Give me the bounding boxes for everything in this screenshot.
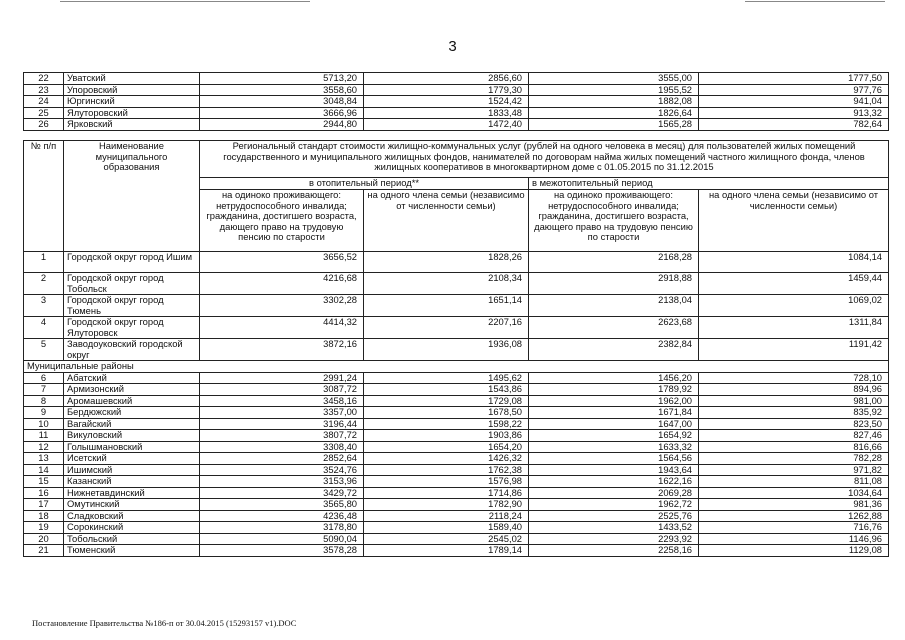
row-member-nonheating: 816,66 (699, 441, 889, 453)
row-member-nonheating: 1191,42 (699, 339, 889, 361)
row-number: 22 (24, 73, 64, 85)
row-number: 26 (24, 119, 64, 131)
row-single-heating: 3565,80 (200, 499, 364, 511)
row-member-nonheating: 1777,50 (699, 73, 889, 85)
table-row (24, 464, 889, 476)
row-member-nonheating: 1262,88 (699, 510, 889, 522)
row-member-nonheating: 981,36 (699, 499, 889, 511)
row-member-nonheating: 827,46 (699, 430, 889, 442)
row-member-nonheating: 894,96 (699, 384, 889, 396)
row-member-heating: 1828,26 (364, 252, 529, 273)
header-member-nonheating: на одного члена семьи (независимо от численности семьи) (699, 190, 889, 252)
row-member-heating: 2856,60 (364, 73, 529, 85)
row-member-heating: 1789,14 (364, 545, 529, 557)
row-single-nonheating: 2293,92 (529, 533, 699, 545)
row-single-nonheating: 1962,00 (529, 395, 699, 407)
row-single-nonheating: 3555,00 (529, 73, 699, 85)
row-member-nonheating: 1069,02 (699, 295, 889, 317)
row-member-nonheating: 716,76 (699, 522, 889, 534)
header-name: Наименование муниципального образования (64, 141, 200, 252)
table-row (24, 384, 889, 396)
row-member-heating: 1651,14 (364, 295, 529, 317)
row-single-heating: 3153,96 (200, 476, 364, 488)
row-member-heating: 1903,86 (364, 430, 529, 442)
row-member-heating: 1598,22 (364, 418, 529, 430)
row-member-heating: 1762,38 (364, 464, 529, 476)
row-name: Вагайский (64, 418, 200, 430)
row-name: Казанский (64, 476, 200, 488)
section-row (24, 361, 889, 373)
row-name: Юргинский (64, 96, 200, 108)
row-single-nonheating: 2918,88 (529, 273, 699, 295)
row-single-nonheating: 1789,92 (529, 384, 699, 396)
row-single-heating: 4414,32 (200, 317, 364, 339)
row-member-heating: 1779,30 (364, 84, 529, 96)
row-single-nonheating: 1826,64 (529, 107, 699, 119)
row-number: 6 (24, 372, 64, 384)
row-member-nonheating: 977,76 (699, 84, 889, 96)
row-single-heating: 3048,84 (200, 96, 364, 108)
row-member-nonheating: 981,00 (699, 395, 889, 407)
row-member-nonheating: 782,28 (699, 453, 889, 465)
row-number: 15 (24, 476, 64, 488)
row-name: Голышмановский (64, 441, 200, 453)
row-number: 4 (24, 317, 64, 339)
row-name: Аромашевский (64, 395, 200, 407)
page-number: 3 (448, 38, 457, 55)
header-single-heating: на одиноко проживающего: нетрудоспособного инвалида; гражданина, достигшего возраста, дающего право на трудовую пенсию по старости (200, 190, 364, 252)
row-single-nonheating: 1654,92 (529, 430, 699, 442)
row-single-heating: 4216,68 (200, 273, 364, 295)
table-row (24, 96, 889, 108)
row-single-heating: 3578,28 (200, 545, 364, 557)
row-member-heating: 1426,32 (364, 453, 529, 465)
row-name: Уватский (64, 73, 200, 85)
row-single-nonheating: 2138,04 (529, 295, 699, 317)
row-single-nonheating: 1564,56 (529, 453, 699, 465)
row-single-heating: 3302,28 (200, 295, 364, 317)
table-row (24, 395, 889, 407)
main-table-body (24, 252, 889, 557)
row-member-heating: 1714,86 (364, 487, 529, 499)
row-name: Омутинский (64, 499, 200, 511)
row-member-nonheating: 1129,08 (699, 545, 889, 557)
row-name: Заводоуковский городской округ (64, 339, 200, 361)
row-member-nonheating: 1084,14 (699, 252, 889, 273)
row-member-heating: 1576,98 (364, 476, 529, 488)
row-single-heating: 3558,60 (200, 84, 364, 96)
row-single-heating: 3087,72 (200, 384, 364, 396)
row-number: 7 (24, 384, 64, 396)
top-table-body (24, 73, 889, 131)
row-member-heating: 1495,62 (364, 372, 529, 384)
row-member-nonheating: 941,04 (699, 96, 889, 108)
row-single-heating: 3196,44 (200, 418, 364, 430)
row-number: 5 (24, 339, 64, 361)
table-row (24, 453, 889, 465)
table-row (24, 418, 889, 430)
row-name: Городской округ город Тобольск (64, 273, 200, 295)
row-single-heating: 5713,20 (200, 73, 364, 85)
row-member-nonheating: 971,82 (699, 464, 889, 476)
row-single-heating: 3308,40 (200, 441, 364, 453)
row-single-nonheating: 1622,16 (529, 476, 699, 488)
table-row (24, 119, 889, 131)
row-member-heating: 1472,40 (364, 119, 529, 131)
row-number: 19 (24, 522, 64, 534)
row-number: 24 (24, 96, 64, 108)
section-label: Муниципальные районы (24, 361, 889, 373)
table-row (24, 476, 889, 488)
row-single-nonheating: 1962,72 (529, 499, 699, 511)
row-number: 16 (24, 487, 64, 499)
table-row (24, 522, 889, 534)
row-name: Нижнетавдинский (64, 487, 200, 499)
row-number: 8 (24, 395, 64, 407)
table-row (24, 339, 889, 361)
row-name: Исетский (64, 453, 200, 465)
row-member-nonheating: 1311,84 (699, 317, 889, 339)
table-row (24, 499, 889, 511)
row-name: Тюменский (64, 545, 200, 557)
row-name: Городской округ город Ялуторовск (64, 317, 200, 339)
row-number: 2 (24, 273, 64, 295)
row-number: 23 (24, 84, 64, 96)
row-single-nonheating: 1943,64 (529, 464, 699, 476)
row-single-heating: 2944,80 (200, 119, 364, 131)
row-single-heating: 2991,24 (200, 372, 364, 384)
table-row (24, 545, 889, 557)
row-name: Ишимский (64, 464, 200, 476)
row-single-nonheating: 1955,52 (529, 84, 699, 96)
table-row (24, 510, 889, 522)
row-name: Упоровский (64, 84, 200, 96)
table-row (24, 252, 889, 273)
row-number: 10 (24, 418, 64, 430)
row-number: 12 (24, 441, 64, 453)
row-single-nonheating: 1456,20 (529, 372, 699, 384)
row-single-nonheating: 2168,28 (529, 252, 699, 273)
row-number: 1 (24, 252, 64, 273)
header-title: Региональный стандарт стоимости жилищно-коммунальных услуг (рублей на одного человека в месяц) для пользователей жилых помещений государственного и муниципального жилищных фондов, нанимателей по договорам найма жилых помещений частного жилищного фонда, членов жилищных кооперативов в многоквартирном доме с 01.05.2015 по 31.12.2015 (200, 141, 889, 178)
row-member-heating: 2207,16 (364, 317, 529, 339)
row-single-nonheating: 1433,52 (529, 522, 699, 534)
page-top-rule-left (60, 1, 310, 2)
row-member-heating: 1833,48 (364, 107, 529, 119)
row-member-nonheating: 1146,96 (699, 533, 889, 545)
table-row (24, 73, 889, 85)
row-name: Ярковский (64, 119, 200, 131)
row-single-heating: 3872,16 (200, 339, 364, 361)
row-number: 25 (24, 107, 64, 119)
table-row (24, 273, 889, 295)
row-number: 9 (24, 407, 64, 419)
row-member-nonheating: 811,08 (699, 476, 889, 488)
row-member-heating: 1654,20 (364, 441, 529, 453)
row-member-heating: 2545,02 (364, 533, 529, 545)
row-single-heating: 3524,76 (200, 464, 364, 476)
row-single-nonheating: 1882,08 (529, 96, 699, 108)
table-row (24, 407, 889, 419)
row-single-heating: 3458,16 (200, 395, 364, 407)
row-single-heating: 2852,64 (200, 453, 364, 465)
header-heating-period: в отопительный период** (200, 178, 529, 190)
row-single-heating: 5090,04 (200, 533, 364, 545)
row-single-heating: 3357,00 (200, 407, 364, 419)
table-row (24, 487, 889, 499)
row-number: 13 (24, 453, 64, 465)
row-name: Викуловский (64, 430, 200, 442)
row-number: 11 (24, 430, 64, 442)
row-number: 14 (24, 464, 64, 476)
row-single-nonheating: 2525,76 (529, 510, 699, 522)
row-member-heating: 1729,08 (364, 395, 529, 407)
row-single-nonheating: 2258,16 (529, 545, 699, 557)
row-member-nonheating: 1459,44 (699, 273, 889, 295)
row-single-heating: 3429,72 (200, 487, 364, 499)
row-name: Тобольский (64, 533, 200, 545)
table-row (24, 372, 889, 384)
row-member-heating: 1543,86 (364, 384, 529, 396)
row-name: Абатский (64, 372, 200, 384)
footer-note: Постановление Правительства №186-п от 30.04.2015 (15293157 v1).DOC (32, 618, 297, 628)
row-number: 18 (24, 510, 64, 522)
table-row (24, 84, 889, 96)
row-member-heating: 1524,42 (364, 96, 529, 108)
row-member-nonheating: 835,92 (699, 407, 889, 419)
row-single-heating: 3666,96 (200, 107, 364, 119)
row-member-heating: 2118,24 (364, 510, 529, 522)
header-nonheating-period: в межотопительный период (529, 178, 889, 190)
row-member-nonheating: 913,32 (699, 107, 889, 119)
row-number: 21 (24, 545, 64, 557)
row-member-nonheating: 1034,64 (699, 487, 889, 499)
table-row (24, 441, 889, 453)
table-row (24, 533, 889, 545)
row-member-nonheating: 823,50 (699, 418, 889, 430)
row-single-heating: 3656,52 (200, 252, 364, 273)
row-single-nonheating: 2069,28 (529, 487, 699, 499)
row-single-heating: 3807,72 (200, 430, 364, 442)
row-name: Городской округ город Ишим (64, 252, 200, 273)
row-name: Сорокинский (64, 522, 200, 534)
row-single-nonheating: 2382,84 (529, 339, 699, 361)
row-member-heating: 1936,08 (364, 339, 529, 361)
main-table (23, 140, 889, 557)
row-name: Армизонский (64, 384, 200, 396)
header-num: № п/п (24, 141, 64, 252)
row-member-heating: 1589,40 (364, 522, 529, 534)
table-row (24, 317, 889, 339)
row-single-nonheating: 2623,68 (529, 317, 699, 339)
row-member-heating: 2108,34 (364, 273, 529, 295)
row-single-nonheating: 1633,32 (529, 441, 699, 453)
top-table (23, 72, 889, 131)
row-member-heating: 1678,50 (364, 407, 529, 419)
row-number: 20 (24, 533, 64, 545)
header-member-heating: на одного члена семьи (независимо от численности семьи) (364, 190, 529, 252)
row-number: 3 (24, 295, 64, 317)
page-top-rule-right (745, 1, 885, 2)
row-single-heating: 3178,80 (200, 522, 364, 534)
row-name: Бердюжский (64, 407, 200, 419)
table-row (24, 430, 889, 442)
row-single-nonheating: 1647,00 (529, 418, 699, 430)
row-member-heating: 1782,90 (364, 499, 529, 511)
row-name: Ялуторовский (64, 107, 200, 119)
header-single-nonheating: на одиноко проживающего: нетрудоспособного инвалида; гражданина, достигшего возраста, дающего право на трудовую пенсию по старости (529, 190, 699, 252)
row-name: Городской округ город Тюмень (64, 295, 200, 317)
row-member-nonheating: 728,10 (699, 372, 889, 384)
table-row (24, 107, 889, 119)
row-member-nonheating: 782,64 (699, 119, 889, 131)
row-name: Сладковский (64, 510, 200, 522)
row-single-nonheating: 1565,28 (529, 119, 699, 131)
table-row (24, 295, 889, 317)
row-number: 17 (24, 499, 64, 511)
row-single-heating: 4236,48 (200, 510, 364, 522)
row-single-nonheating: 1671,84 (529, 407, 699, 419)
